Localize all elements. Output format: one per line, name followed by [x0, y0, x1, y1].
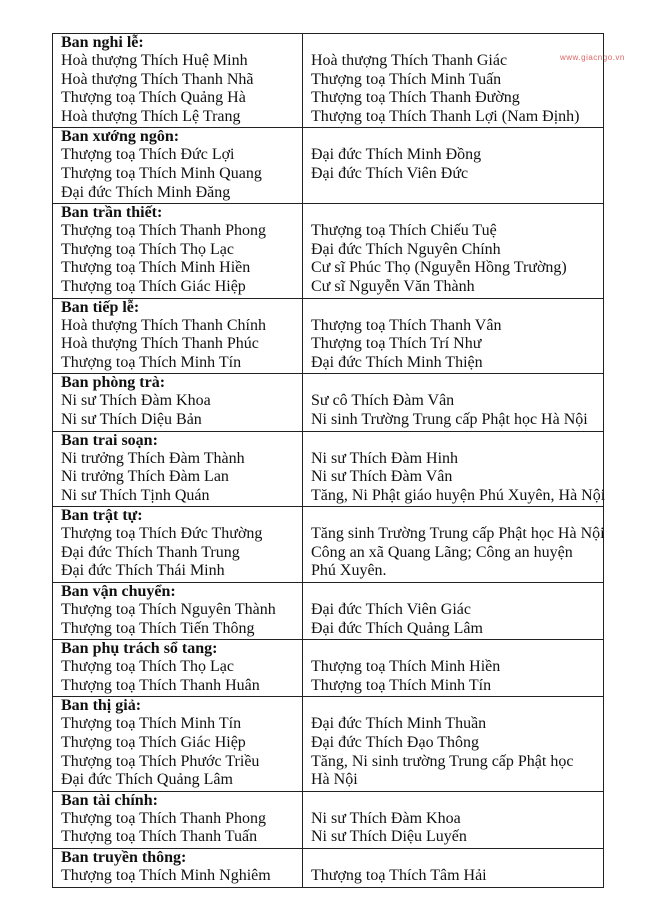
section-row: [52, 34, 604, 128]
section-left-column: [53, 299, 303, 374]
member-name: Thượng toạ Thích Giác Hiệp: [61, 277, 246, 295]
member-name: Ni sư Thích Đàm Khoa: [61, 392, 211, 410]
section-title: Ban tài chính:: [61, 791, 158, 809]
member-name: Thượng toạ Thích Thọ Lạc: [61, 240, 234, 258]
member-name: Hoà thượng Thích Huệ Minh: [61, 52, 248, 69]
section-right-column: [303, 432, 605, 507]
section-right-column: [303, 640, 603, 696]
section-row: [52, 792, 604, 849]
member-name: Ni sư Thích Đàm Hinh: [311, 449, 459, 467]
member-name: Đại đức Thích Minh Đăng: [61, 183, 231, 201]
member-name: Ni sư Thích Đàm Khoa: [311, 809, 461, 827]
member-name: Hoà thượng Thích Thanh Giác: [311, 52, 508, 69]
member-name: Thượng toạ Thích Đức Thường: [61, 525, 263, 543]
member-name: Đại đức Thích Viên Đức: [311, 164, 469, 182]
member-name: Cư sĩ Phúc Thọ (Nguyễn Hồng Trường): [311, 259, 567, 277]
member-name: Thượng toạ Thích Minh Hiền: [61, 259, 251, 277]
section-row: [52, 374, 604, 431]
member-name: Thượng toạ Thích Thanh Phong: [61, 222, 266, 240]
section-row: [52, 432, 604, 508]
section-left-column: [53, 34, 303, 127]
section-right-column: [303, 128, 603, 203]
member-name: Cư sĩ Nguyễn Văn Thành: [311, 277, 475, 295]
section-title: Ban thị giả:: [61, 697, 142, 715]
section-row: [52, 128, 604, 204]
member-name: Thượng toạ Thích Nguyên Thành: [61, 601, 276, 619]
member-name: Thượng toạ Thích Chiếu Tuệ: [311, 222, 497, 240]
section-left-column: [53, 374, 303, 430]
section-title: Ban phòng trà:: [61, 374, 166, 392]
member-name: Đại đức Thích Minh Đồng: [311, 146, 482, 164]
member-name: Đại đức Thích Thái Minh: [61, 562, 225, 580]
section-right-column: [303, 34, 603, 127]
section-row: [52, 507, 604, 583]
section-right-column: [303, 507, 605, 582]
section-left-column: [53, 640, 303, 696]
member-name: Hoà thượng Thích Lệ Trang: [61, 107, 241, 125]
section-right-column: [303, 849, 603, 887]
section-left-column: [53, 697, 303, 790]
section-row: [52, 299, 604, 375]
title-spacer: [311, 299, 603, 317]
section-title: Ban vận chuyển:: [61, 583, 176, 601]
member-name: Ni sinh Trường Trung cấp Phật học Hà Nội: [311, 410, 588, 428]
member-name: Đại đức Thích Nguyên Chính: [311, 240, 501, 258]
section-left-column: [53, 849, 303, 887]
section-left-column: [53, 128, 303, 203]
member-name: Đại đức Thích Quảng Lâm: [61, 771, 233, 789]
member-name: Hoà thượng Thích Thanh Phúc: [61, 335, 259, 353]
section-title: Ban trật tự:: [61, 507, 143, 525]
section-left-column: [53, 583, 303, 639]
member-name: Ni sư Thích Đàm Vân: [311, 468, 453, 486]
member-name: Ni sư Thích Tịnh Quán: [61, 486, 210, 504]
section-row: [52, 849, 604, 887]
member-name: Ni sư Thích Diệu Luyến: [311, 828, 467, 846]
member-name: Thượng toạ Thích Phước Triều: [61, 752, 260, 770]
title-spacer: [311, 849, 603, 867]
member-name: Ni trưởng Thích Đàm Thành: [61, 449, 245, 467]
member-name: Thượng toạ Thích Minh Hiền: [311, 658, 501, 676]
member-name: Đại đức Thích Thanh Trung: [61, 543, 240, 561]
member-name: Hoà thượng Thích Thanh Nhã: [61, 70, 254, 88]
title-spacer: [311, 204, 603, 222]
committee-table: [52, 33, 604, 888]
member-name: Thượng toạ Thích Minh Tuấn: [311, 70, 502, 88]
member-name: Thượng toạ Thích Thanh Lợi (Nam Định): [311, 107, 580, 125]
member-name: Đại đức Thích Minh Thuần: [311, 715, 487, 733]
section-left-column: [53, 507, 303, 582]
member-name: Hoà thượng Thích Thanh Chính: [61, 316, 266, 334]
member-name: Thượng toạ Thích Minh Nghiêm: [61, 867, 271, 884]
title-spacer: [311, 792, 603, 810]
member-name: Thượng toạ Thích Thanh Đường: [311, 89, 520, 107]
member-name: Thượng toạ Thích Thọ Lạc: [61, 658, 234, 676]
section-right-column: [303, 792, 603, 848]
section-title: Ban xướng ngôn:: [61, 128, 180, 146]
section-title: Ban trần thiết:: [61, 204, 163, 222]
member-name: Thượng toạ Thích Tâm Hải: [311, 867, 487, 884]
member-name: Thượng toạ Thích Thanh Phong: [61, 809, 266, 827]
section-left-column: [53, 792, 303, 848]
section-title: Ban trai soạn:: [61, 431, 158, 449]
watermark: www.giacngo.vn: [560, 53, 625, 62]
member-name: Thượng toạ Thích Quảng Hà: [61, 89, 246, 107]
member-name: Đại đức Thích Quảng Lâm: [311, 619, 483, 637]
section-right-column: [303, 697, 603, 790]
member-name: Phú Xuyên.: [311, 562, 387, 580]
title-spacer: [311, 583, 603, 601]
section-title: Ban truyền thông:: [61, 849, 187, 866]
member-name: Thượng toạ Thích Minh Tín: [311, 676, 492, 694]
member-name: Thượng toạ Thích Thanh Huân: [61, 676, 260, 694]
title-spacer: [311, 374, 603, 392]
member-name: Đại đức Thích Viên Giác: [311, 601, 471, 619]
member-name: Tăng, Ni sinh trường Trung cấp Phật học: [311, 752, 574, 770]
section-right-column: [303, 204, 603, 297]
title-spacer: [311, 128, 603, 146]
member-name: Tăng sinh Trường Trung cấp Phật học Hà Nội: [311, 525, 605, 543]
member-name: Thượng toạ Thích Minh Tín: [61, 715, 242, 733]
section-title: Ban phụ trách sổ tang:: [61, 640, 218, 658]
member-name: Thượng toạ Thích Giác Hiệp: [61, 734, 246, 752]
member-name: Thượng toạ Thích Trí Như: [311, 335, 482, 353]
member-name: Thượng toạ Thích Minh Quang: [61, 164, 262, 182]
member-name: Thượng toạ Thích Đức Lợi: [61, 146, 235, 164]
member-name: Hà Nội: [311, 771, 358, 789]
section-row: [52, 583, 604, 640]
title-spacer: [311, 697, 603, 715]
section-row: [52, 697, 604, 791]
section-title: Ban nghi lễ:: [61, 34, 144, 51]
section-right-column: [303, 374, 603, 430]
section-left-column: [53, 204, 303, 297]
section-row: [52, 640, 604, 697]
member-name: Đại đức Thích Minh Thiện: [311, 353, 483, 371]
member-name: Công an xã Quang Lãng; Công an huyện: [311, 543, 573, 561]
section-title: Ban tiếp lễ:: [61, 298, 140, 316]
member-name: Đại đức Thích Đạo Thông: [311, 734, 480, 752]
title-spacer: [311, 640, 603, 658]
title-spacer: [311, 507, 605, 525]
title-spacer: [311, 34, 603, 52]
member-name: Tăng, Ni Phật giáo huyện Phú Xuyên, Hà Nội: [311, 486, 606, 504]
title-spacer: [311, 432, 605, 450]
member-name: Thượng toạ Thích Minh Tín: [61, 353, 242, 371]
section-left-column: [53, 432, 303, 507]
section-right-column: [303, 583, 603, 639]
member-name: Thượng toạ Thích Thanh Vân: [311, 316, 502, 334]
member-name: Thượng toạ Thích Tiến Thông: [61, 619, 255, 637]
member-name: Ni sư Thích Diệu Bản: [61, 410, 202, 428]
section-row: [52, 204, 604, 298]
section-right-column: [303, 299, 603, 374]
member-name: Sư cô Thích Đàm Vân: [311, 392, 455, 410]
member-name: Thượng toạ Thích Thanh Tuấn: [61, 828, 258, 846]
member-name: Ni trưởng Thích Đàm Lan: [61, 468, 229, 486]
